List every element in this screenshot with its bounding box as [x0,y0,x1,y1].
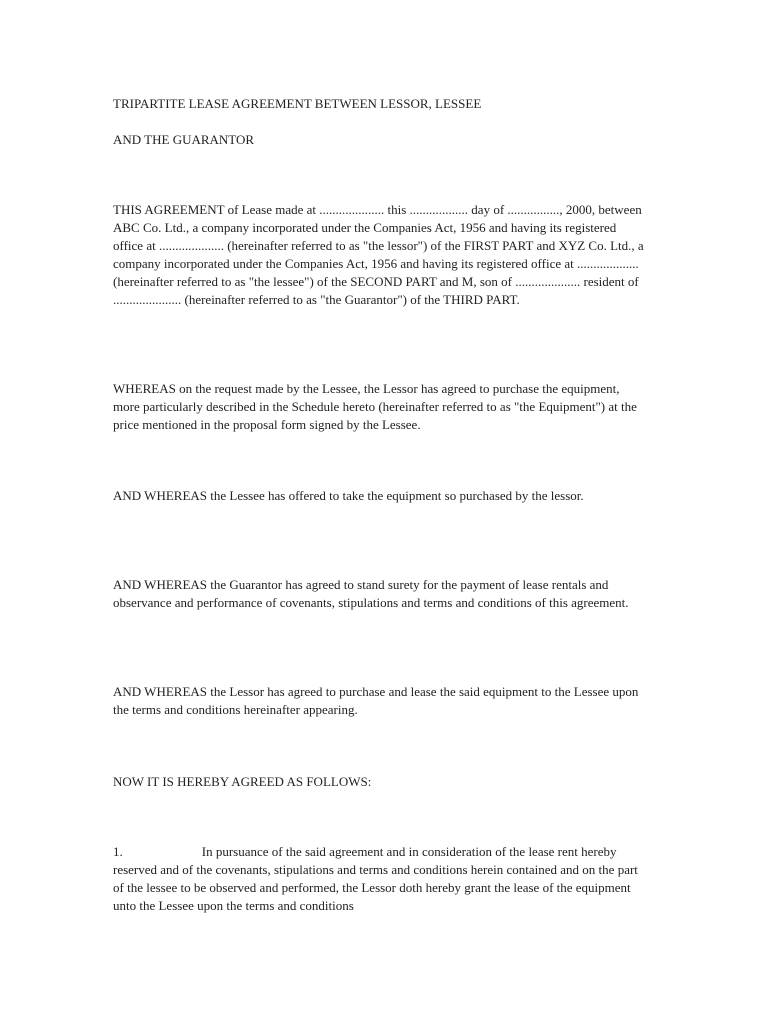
opening-paragraph: THIS AGREEMENT of Lease made at .................... this .................. day of ................, 2000, between ABC Co. Ltd., a company incorporated under the Companies Act, 1956 and having its registered office at .................... (hereinafter referred to as "the lessor") of the FIRST PART and XYZ Co. Ltd., a company incorporated under the Companies Act, 1956 and having its registered office at ................... (hereinafter referred to as "the lessee") of the SECOND PART and M, son of .................... resident of ..................... (hereinafter referred to as "the Guarantor") of the THIRD PART. [113,202,644,307]
agreed-heading: NOW IT IS HEREBY AGREED AS FOLLOWS: [113,774,372,789]
whereas-paragraph-3: AND WHEREAS the Guarantor has agreed to stand surety for the payment of lease rentals and observance and performance of covenants, stipulations and terms and conditions of this agreement. [113,577,629,610]
clause-1-number: 1. [113,844,123,859]
whereas-paragraph-4: AND WHEREAS the Lessor has agreed to purchase and lease the said equipment to the Lessee upon the terms and conditions hereinafter appearing. [113,684,639,717]
whereas-paragraph-2: AND WHEREAS the Lessee has offered to take the equipment so purchased by the lessor. [113,488,584,503]
clause-1-text: In pursuance of the said agreement and in consideration of the lease rent hereby reserved and of the covenants, stipulations and terms and conditions herein contained and on the part of the lessee to be observed and performed, the Lessor doth hereby grant the lease of the equipment unto the Lessee upon the terms and conditions [113,844,638,913]
document-title-line-2: AND THE GUARANTOR [113,132,255,147]
clause-1 [113,843,643,915]
whereas-paragraph-1: WHEREAS on the request made by the Lessee, the Lessor has agreed to purchase the equipment, more particularly described in the Schedule hereto (hereinafter referred to as "the Equipment") at the price mentioned in the proposal form signed by the Lessee. [113,381,637,432]
document-title-line-1: TRIPARTITE LEASE AGREEMENT BETWEEN LESSOR, LESSEE [113,96,482,111]
